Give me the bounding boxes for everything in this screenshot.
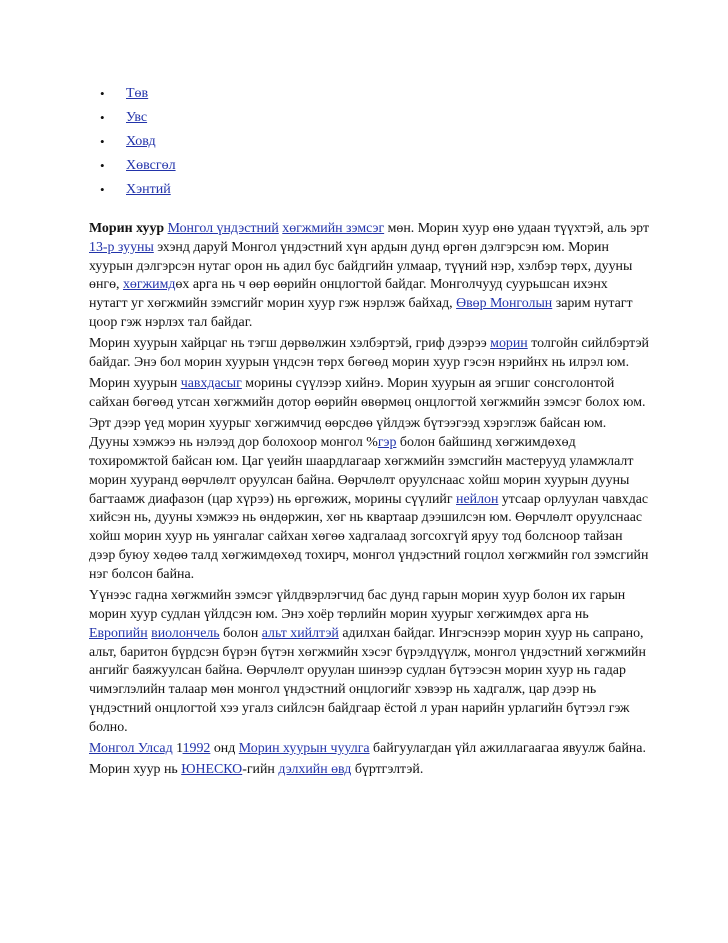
text: толгойн сийлбэртэй байдаг. Энэ бол морин хуурын үндсэн төрх бөгөөд морин хуур гэсэн нэрийнх нь илрэл юм.: [89, 336, 649, 371]
paragraph-variants: [89, 587, 649, 737]
link-hentii[interactable]: Хэнтий: [126, 182, 171, 197]
text: Морин хуурын хайрцаг нь тэгш дөрвөлжин хэлбэртэй, гриф дээрээ: [89, 336, 491, 352]
paragraph-intro: [89, 220, 649, 333]
link-violonchel[interactable]: виолончель: [151, 625, 220, 641]
text: онд: [210, 741, 239, 757]
link-hovsgol[interactable]: Хөвсгөл: [126, 158, 176, 173]
paragraph-history: [89, 415, 649, 584]
paragraph-ensemble: [89, 740, 649, 759]
link-mongol-uls[interactable]: Монгол Улсад: [89, 741, 173, 757]
link-delhiin-ov[interactable]: дэлхийн өвд: [278, 762, 352, 778]
text: Эрт дээр үед морин хуурыг хөгжимчид өөрсдөө үйлдэж бүтээгээд хэрэглэж байсан юм. Дууны хэмжээ нь нэлээд дор болохоор монгол %: [89, 416, 607, 451]
link-hovd[interactable]: Ховд: [126, 134, 156, 149]
text: Үүнээс гадна хөгжмийн зэмсэг үйлдвэрлэгчид бас дунд гарын морин хуур болон их гарын морин хуур судлан үйлдсэн юм. Энэ хоёр төрлийн морин хуурыг хөгжимдөх арга нь: [89, 588, 626, 622]
link-alt-hiil[interactable]: альт хийлтэй: [261, 625, 339, 641]
text: Морин хуур нь: [89, 762, 182, 778]
text: өх арга нь ч өөр өөрийн онцлогтой байдаг. Монголчууд суурьшсан ихэнх нутагт уг хөгжмийн зэмсгийг морин хуур гэж нэрлэж байхад,: [89, 277, 608, 312]
text: байгуулагдан үйл ажиллагаагаа явуулж байна.: [369, 741, 646, 757]
link-ovor-mongol[interactable]: Өвөр Монголын: [456, 296, 553, 312]
term-bold: Морин хуур: [89, 221, 165, 236]
text: адилхан байдаг. Ингэснээр морин хуур нь сапрано, альт, баритон бүрдсэн бүрэн бүтэн хөгжмийн хэсэг бүрэлдүүлж, монгол үндэстний хөгжмийн ангийг баяжуулсан байна. Өөрчлөлт оруулан шинээр судлан бүтээсэн морин хуур нь гадар чимэглэлийн талаар мөн монгол үндэстний онцлогийг хэвээр нь хадгалж, цар дээр нь үндэстний онцлогтой хээ угалз сийлсэн байдгаар ёстой л уран нарийн урлагийн бүтээл гэж болно.: [89, 625, 646, 735]
bullet-icon: •: [100, 158, 105, 173]
link-13-r-zuuny[interactable]: 13-р зууны: [89, 239, 154, 255]
link-uvs[interactable]: Увс: [126, 110, 148, 125]
text: бүртгэлтэй.: [351, 762, 424, 778]
text: мөн. Морин хуур өнө удаан түүхтэй, аль эрт: [384, 221, 650, 236]
link-hogjimd[interactable]: хөгжимд: [122, 277, 176, 293]
text: морины сүүлээр хийнэ. Морин хуурын ая эгшиг сонсголонтой сайхан бөгөөд утсан хөгжмийн дотор өөрийн өвөрмөц онцлогтой хөгжмийн зэмсэг болох юм.: [89, 376, 646, 411]
text: зарим нутагт цоор гэж нэрлэх тал байдаг.: [89, 296, 633, 330]
link-mongol-undestnii[interactable]: Монгол үндэстний: [167, 221, 279, 236]
link-neilon[interactable]: нейлон: [456, 491, 499, 507]
bullet-icon: •: [100, 134, 105, 149]
bullet-icon: •: [100, 182, 105, 197]
link-tov[interactable]: Төв: [126, 86, 149, 101]
text: эхэнд даруй Монгол үндэстний хүн ардын дунд өргөн дэлгэрсэн юм. Морин хуурын дэлгэрсэн нутаг орон нь адил бус байдгийн улмаар, түүний нэр, хэлбэр төрх, дууны өнгө,: [89, 239, 633, 293]
link-morin-huuryn-chuulga[interactable]: Морин хуурын чуулга: [238, 741, 370, 757]
paragraph-strings: [89, 375, 649, 413]
link-ger[interactable]: гэр: [377, 435, 397, 451]
bullet-icon: •: [100, 110, 105, 125]
link-chavhdas[interactable]: чавхдасыг: [180, 376, 242, 392]
paragraph-unesco: [89, 761, 649, 780]
link-evropiin[interactable]: Европийн: [89, 625, 148, 641]
article-body: [89, 220, 649, 783]
text: 1: [172, 741, 183, 757]
link-hogjmiin-zemseg[interactable]: хөгжмийн зэмсэг: [282, 221, 385, 236]
link-morin[interactable]: морин: [490, 336, 528, 352]
bullet-icon: •: [100, 86, 105, 101]
link-1992[interactable]: 1992: [182, 741, 211, 757]
text: утсаар орлуулан чавхдас хийсэн нь, дууны хэмжээ нь өндөржин, хөг нь квартаар дээшилсэн юм. Өөрчлөлт оруулснаас хойш морин хуур нь уянгалаг сайхан хөгөө хадгалаад зогсохгүй яруу тод болсноор тайзан дээр буюу хөдөө талд хөгжимдөхөд тохирч, монгол үндэстний гоцлол хөгжмийн гол зэмсгийн нэг болсон байна.: [89, 491, 649, 582]
text: болон байшинд хөгжимдөхөд тохиромжтой байсан юм. Цаг үеийн шаардлагаар хөгжмийн зэмсгийн мастерууд уламжлалт морин хууранд өөрчлөлт оруулсан байна. Өөрчлөлт оруулснаас хойш морин хуурын дууны багтаамж диафазон (цар хүрээ) нь өргөжиж, морины сүүлийг: [89, 435, 634, 507]
link-unesco[interactable]: ЮНЕСКО: [181, 762, 243, 778]
text: Морин хуурын: [89, 376, 181, 392]
text: -гийн: [242, 762, 279, 778]
text: болон: [219, 625, 262, 641]
paragraph-shape: [89, 335, 649, 373]
